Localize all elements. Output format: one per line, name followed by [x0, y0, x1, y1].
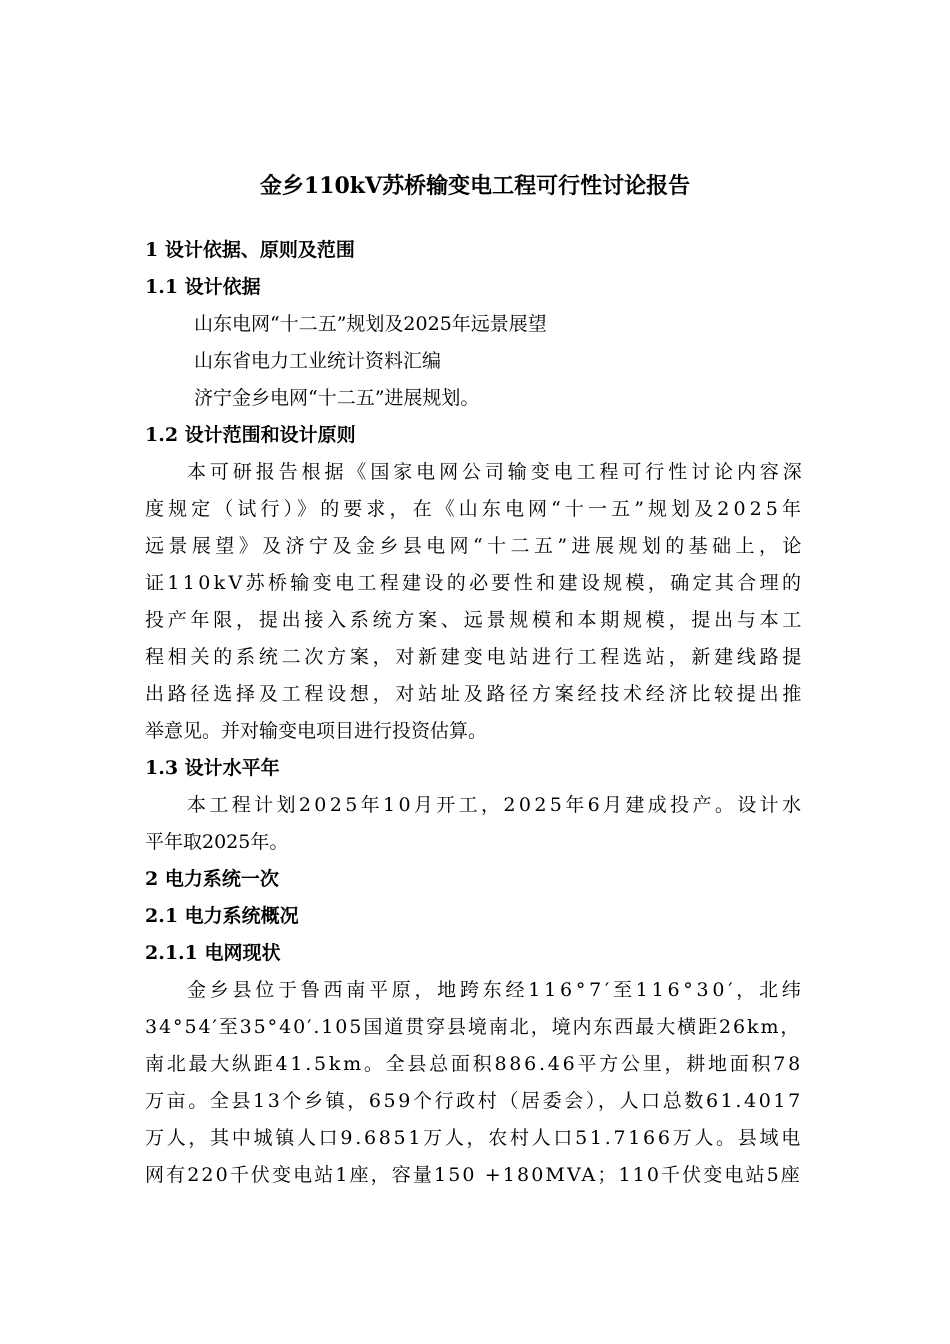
paragraph-line: 本工程计划2025年10月开工，2025年6月建成投产。设计水 — [187, 794, 805, 816]
document-body — [145, 232, 807, 1194]
heading-section-1: 1 设计依据、原则及范围 — [145, 239, 355, 261]
document-title: 金乡110kV苏桥输变电工程可行性讨论报告 — [259, 173, 691, 199]
paragraph-line: 投产年限，提出接入系统方案、远景规模和本期规模，提出与本工 — [145, 609, 806, 631]
paragraph-line: 万亩。全县13个乡镇，659个行政村（居委会），人口总数61.4017 — [145, 1090, 803, 1112]
heading-section-1-1: 1.1 设计依据 — [145, 276, 261, 298]
reference-item: 济宁金乡电网“十二五”进展规划。 — [194, 387, 480, 409]
heading-section-1-2: 1.2 设计范围和设计原则 — [145, 424, 356, 446]
reference-item: 山东电网“十二五”规划及2025年远景展望 — [194, 313, 547, 335]
paragraph-line: 金乡县位于鲁西南平原，地跨东经116°7′至116°30′，北纬 — [187, 979, 805, 1001]
heading-section-2: 2 电力系统一次 — [145, 868, 279, 890]
paragraph-grid-status — [145, 972, 807, 1194]
paragraph-line: 平年取2025年。 — [145, 831, 289, 853]
paragraph-design-year — [145, 787, 807, 861]
heading-section-1-3: 1.3 设计水平年 — [145, 757, 280, 779]
reference-item: 山东省电力工业统计资料汇编 — [194, 350, 442, 372]
paragraph-line: 举意见。并对输变电项目进行投资估算。 — [145, 720, 488, 742]
heading-section-2-1-1: 2.1.1 电网现状 — [145, 942, 281, 964]
paragraph-line: 34°54′至35°40′.105国道贯穿县境南北，境内东西最大横距26km， — [145, 1016, 802, 1038]
paragraph-line: 程相关的系统二次方案，对新建变电站进行工程选站，新建线路提 — [145, 646, 806, 668]
paragraph-line: 度规定（试行）》的要求，在《山东电网“十一五”规划及2025年 — [145, 498, 806, 520]
paragraph-line: 南北最大纵距41.5km。全县总面积886.46平方公里，耕地面积78 — [145, 1053, 803, 1075]
paragraph-line: 网有220千伏变电站1座，容量150 +180MVA；110千伏变电站5座 — [145, 1164, 802, 1186]
paragraph-line: 证110kV苏桥输变电工程建设的必要性和建设规模，确定其合理的 — [145, 572, 805, 594]
paragraph-line: 出路径选择及工程设想，对站址及路径方案经技术经济比较提出推 — [145, 683, 806, 705]
paragraph-line: 本可研报告根据《国家电网公司输变电工程可行性讨论内容深 — [187, 461, 806, 483]
heading-section-2-1: 2.1 电力系统概况 — [145, 905, 299, 927]
paragraph-line: 万人，其中城镇人口9.6851万人，农村人口51.7166万人。县域电 — [145, 1127, 803, 1149]
paragraph-scope-principles — [145, 454, 807, 750]
paragraph-line: 远景展望》及济宁及金乡县电网“十二五”进展规划的基础上，论 — [145, 535, 806, 557]
